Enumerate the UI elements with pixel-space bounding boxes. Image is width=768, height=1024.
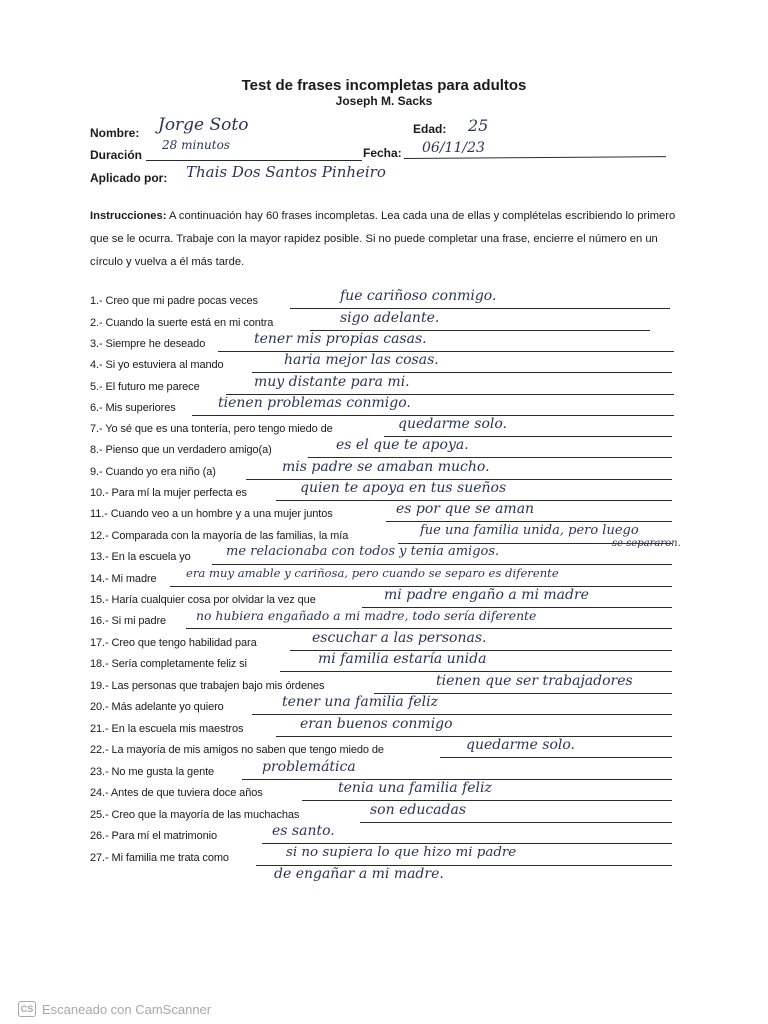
camscanner-logo-icon: CS xyxy=(18,1001,36,1017)
sentence-prompt: 23.- No me gusta la gente xyxy=(90,766,215,778)
sentence-prompt: 22.- La mayoría de mis amigos no saben que tengo miedo de xyxy=(90,744,384,756)
sentence-item-22 xyxy=(0,737,768,762)
fecha-value: 06/11/23 xyxy=(422,140,485,156)
sentence-answer: tenia una familia feliz xyxy=(338,780,492,796)
sentence-answer: tienen que ser trabajadores xyxy=(436,673,633,689)
sentence-answer-continuation: se separaron. xyxy=(612,538,681,549)
sentence-answer: tienen problemas conmigo. xyxy=(218,395,411,411)
nombre-label: Nombre: xyxy=(90,126,140,140)
aplicado-label: Aplicado por: xyxy=(90,171,168,185)
sentence-prompt: 12.- Comparada con la mayoría de las familias, la mía xyxy=(90,530,349,542)
answer-line xyxy=(308,457,672,458)
answer-line xyxy=(302,800,672,801)
sentence-prompt: 27.- Mi familia me trata como xyxy=(90,852,229,864)
sentence-prompt: 17.- Creo que tengo habilidad para xyxy=(90,637,257,649)
sentence-prompt: 13.- En la escuela yo xyxy=(90,551,191,563)
answer-line xyxy=(386,521,672,522)
sentence-answer: haria mejor las cosas. xyxy=(284,352,439,368)
sentence-prompt: 7.- Yo sé que es una tontería, pero tengo miedo de xyxy=(90,423,333,435)
sentence-prompt: 5.- El futuro me parece xyxy=(90,381,200,393)
sentence-answer-continuation: de engañar a mi madre. xyxy=(274,866,444,882)
sentence-answer: tener mis propias casas. xyxy=(254,331,427,347)
sentence-prompt: 15.- Haría cualquier cosa por olvidar la vez que xyxy=(90,594,316,606)
sentence-answer: es el que te apoya. xyxy=(336,437,469,453)
instructions xyxy=(90,205,680,274)
aplicado-value: Thais Dos Santos Pinheiro xyxy=(186,163,386,181)
sentence-prompt: 4.- Si yo estuviera al mando xyxy=(90,359,224,371)
sentence-item-10 xyxy=(0,480,768,505)
sentence-prompt: 21.- En la escuela mis maestros xyxy=(90,723,244,735)
answer-line xyxy=(186,628,672,629)
duracion-value: 28 minutos xyxy=(162,138,230,152)
sentence-prompt: 2.- Cuando la suerte está en mi contra xyxy=(90,317,274,329)
sentence-answer: eran buenos conmigo xyxy=(300,716,453,732)
sentence-answer: quien te apoya en tus sueños xyxy=(300,480,507,496)
answer-line xyxy=(440,757,672,758)
sentence-answer: es santo. xyxy=(272,823,335,839)
sentence-answer: son educadas xyxy=(370,802,467,818)
camscanner-watermark xyxy=(18,1001,211,1017)
sentence-answer: sigo adelante. xyxy=(340,310,440,326)
sentence-prompt: 6.- Mis superiores xyxy=(90,402,176,414)
sentence-answer: fue una familia unida, pero luego xyxy=(420,523,639,538)
sentence-answer: fue cariñoso conmigo. xyxy=(340,288,497,304)
sentence-item-11 xyxy=(0,501,768,526)
nombre-value: Jorge Soto xyxy=(158,115,249,135)
duracion-line xyxy=(146,160,362,161)
sentence-answer: problemática xyxy=(262,759,356,775)
document-title: Test de frases incompletas para adultos xyxy=(241,77,527,94)
answer-line xyxy=(252,372,672,373)
sentence-prompt: 26.- Para mí el matrimonio xyxy=(90,830,217,842)
fecha-label: Fecha: xyxy=(363,146,402,160)
sentence-answer: mi familia estaría unida xyxy=(318,651,487,667)
sentence-answer: escuchar a las personas. xyxy=(312,630,487,646)
sentence-item-25 xyxy=(0,802,768,827)
watermark-text: Escaneado con CamScanner xyxy=(42,1001,212,1017)
sentence-prompt: 20.- Más adelante yo quiero xyxy=(90,701,224,713)
duracion-label: Duración xyxy=(90,148,143,162)
fecha-line xyxy=(404,156,666,159)
answer-line xyxy=(290,308,670,309)
instructions-label: Instrucciones: xyxy=(90,210,167,222)
answer-line xyxy=(280,671,672,672)
answer-line xyxy=(252,714,672,715)
sentence-answer: quedarme solo. xyxy=(466,737,575,753)
answer-line xyxy=(360,822,672,823)
sentence-prompt: 9.- Cuando yo era niño (a) xyxy=(90,466,216,478)
sentence-prompt: 19.- Las personas que trabajen bajo mis órdenes xyxy=(90,680,325,692)
edad-label: Edad: xyxy=(413,122,447,136)
sentence-answer: no hubiera engañado a mi madre, todo sería diferente xyxy=(196,608,537,623)
sentence-answer: es por que se aman xyxy=(396,501,535,517)
sentence-prompt: 16.- Si mi padre xyxy=(90,615,167,627)
sentence-prompt: 24.- Antes de que tuviera doce años xyxy=(90,787,263,799)
sentence-prompt: 1.- Creo que mi padre pocas veces xyxy=(90,295,258,307)
answer-line xyxy=(262,843,672,844)
sentence-prompt: 8.- Pienso que un verdadero amigo(a) xyxy=(90,444,272,456)
sentence-item-6 xyxy=(0,395,768,420)
edad-value: 25 xyxy=(468,116,489,135)
answer-line xyxy=(212,564,672,565)
sentence-prompt: 14.- Mi madre xyxy=(90,573,157,585)
sentence-answer: mi padre engaño a mi madre xyxy=(384,587,589,603)
sentence-answer: tener una familia feliz xyxy=(282,694,439,710)
sentence-prompt: 11.- Cuando veo a un hombre y a una mujer juntos xyxy=(90,508,333,520)
sentence-prompt: 10.- Para mí la mujer perfecta es xyxy=(90,487,247,499)
sentence-item-18 xyxy=(0,651,768,676)
sentence-answer: mis padre se amaban mucho. xyxy=(282,459,490,475)
sentence-prompt: 3.- Siempre he deseado xyxy=(90,338,206,350)
sentence-answer: era muy amable y cariñosa, pero cuando se separo es diferente xyxy=(186,566,559,580)
sentence-item-21 xyxy=(0,716,768,741)
sentence-prompt: 18.- Sería completamente feliz si xyxy=(90,658,247,670)
document-author: Joseph M. Sacks xyxy=(335,94,433,108)
sentence-answer: quedarme solo. xyxy=(398,416,507,432)
instructions-text: A continuación hay 60 frases incompletas. Lea cada una de ellas y complételas escribiendo lo primero que se le ocurra. Trabaje con la mayor rapidez posible. Si no puede completar una frase, encierre el número en un círculo y vuelva a él más tarde. xyxy=(90,210,676,268)
sentence-prompt: 25.- Creo que la mayoría de las muchachas xyxy=(90,809,300,821)
sentence-answer: me relacionaba con todos y tenia amigos. xyxy=(226,544,500,559)
sentence-answer: si no supiera lo que hizo mi padre xyxy=(286,845,517,860)
sentence-answer: muy distante para mi. xyxy=(254,374,410,390)
